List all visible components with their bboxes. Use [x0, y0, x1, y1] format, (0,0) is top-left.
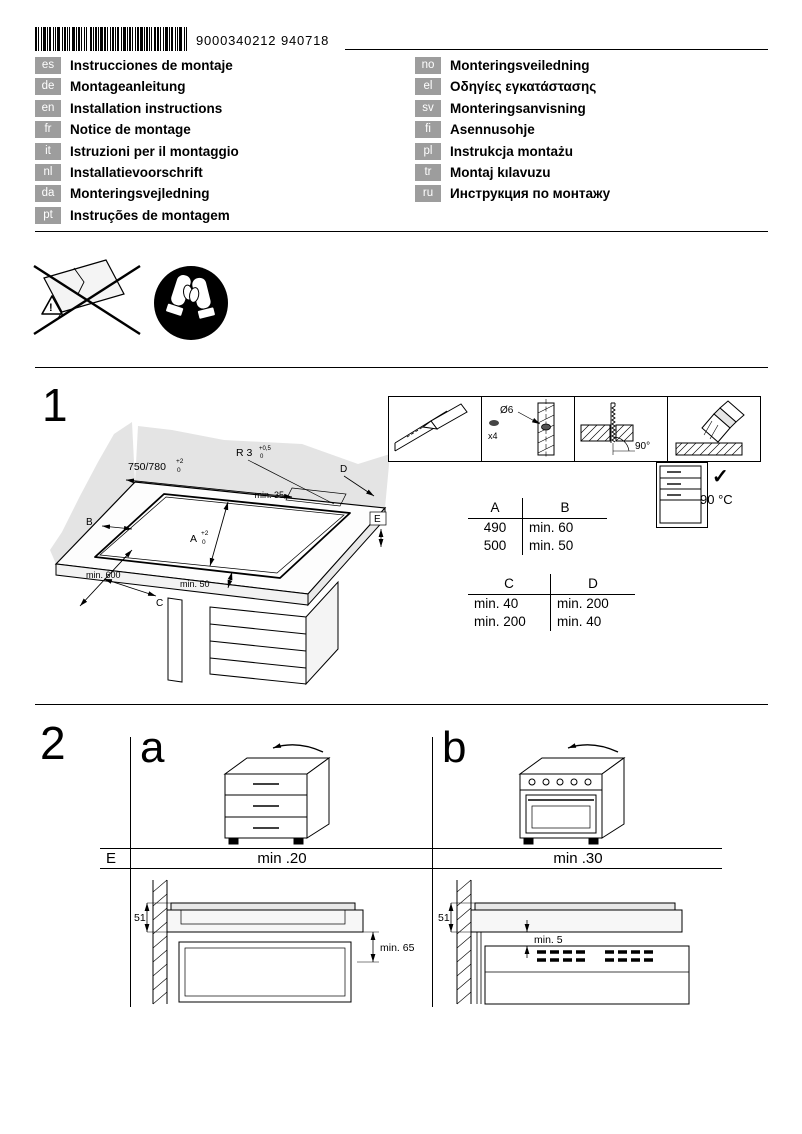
hole-count-label: x4	[488, 431, 498, 441]
language-title: Instrucciones de montaje	[70, 58, 233, 73]
oven-box	[485, 946, 689, 1004]
table-row	[468, 519, 607, 538]
barcode	[35, 27, 187, 51]
warning-exclamation: !	[49, 302, 53, 314]
drawer-box	[179, 942, 351, 1002]
drawer-installation-section-drawing	[133, 876, 428, 1008]
oven-gap-label: min. 5	[534, 934, 563, 946]
language-list-right	[415, 57, 610, 202]
worktop-section	[167, 910, 363, 932]
table-header: B	[523, 498, 608, 519]
column-divider	[130, 737, 131, 1007]
worktop-cutout-drawing	[40, 392, 412, 692]
language-row	[415, 100, 610, 117]
min-back-clearance-label: min. 35	[254, 490, 284, 500]
language-row	[35, 143, 239, 160]
table-header: D	[551, 574, 636, 595]
insert-direction-arrow-icon	[568, 745, 618, 752]
table-row	[468, 595, 635, 614]
language-code-badge: es	[35, 57, 61, 74]
e-row-label: E	[106, 850, 117, 867]
language-code-badge: nl	[35, 164, 61, 181]
table-cell: min. 60	[529, 520, 574, 535]
step-1-number: 1	[42, 379, 68, 431]
worktop-section	[471, 910, 682, 932]
language-title: Montageanleitung	[70, 79, 186, 95]
language-code-badge: de	[35, 78, 61, 95]
a-tolerance-upper: +2	[201, 530, 209, 537]
language-title: Monteringsvejledning	[70, 186, 210, 202]
language-code-badge: ru	[415, 185, 441, 202]
language-title: Инструкция по монтажу	[450, 186, 611, 202]
radius-tolerance-lower: 0	[260, 454, 264, 460]
variant-b-label: b	[442, 723, 467, 772]
drawer-cabinet-drawing	[205, 738, 355, 850]
language-title: Notice de montage	[70, 122, 191, 138]
language-row	[415, 164, 610, 181]
check-mark-icon: ✓	[712, 466, 729, 488]
cutout-width-label: 750/780	[128, 461, 166, 473]
step-2-number: 2	[40, 717, 66, 769]
min-depth-label: min. 600	[86, 570, 121, 580]
language-title: Istruzioni per il montaggio	[70, 143, 239, 159]
dim-c-label: C	[156, 598, 164, 609]
variant-b-clearance: min .30	[553, 850, 603, 867]
table-header: A	[468, 498, 523, 519]
language-code-badge: sv	[415, 100, 441, 117]
language-code-badge: el	[415, 78, 441, 95]
language-row	[415, 121, 610, 138]
language-code-badge: fr	[35, 121, 61, 138]
dim-e-label: E	[374, 514, 381, 525]
table-cell: min. 40	[557, 614, 602, 629]
insert-direction-arrow-icon	[273, 745, 323, 752]
drawer-gap-label: min. 65	[380, 942, 415, 954]
protective-gloves-icon	[152, 264, 230, 342]
language-row	[35, 78, 239, 95]
language-row	[35, 100, 239, 117]
language-title: Asennusohje	[450, 122, 535, 138]
detail-saw-cut-icon	[574, 396, 668, 462]
language-code-badge: fi	[415, 121, 441, 138]
production-code: 940718	[281, 33, 330, 48]
language-row	[415, 143, 610, 160]
table-cell: 490	[468, 519, 523, 538]
table-cell: min. 200	[468, 613, 551, 631]
language-code-badge: tr	[415, 164, 441, 181]
divider	[35, 704, 768, 705]
article-number: 9000340212	[196, 33, 277, 48]
dim-d-label: D	[340, 464, 348, 475]
language-title: Instrukcja montażu	[450, 143, 574, 159]
language-title: Monteringsveiledning	[450, 58, 590, 73]
detail-marking-pencil-icon	[388, 396, 482, 462]
language-title: Installation instructions	[70, 100, 223, 116]
language-title: Montaj kılavuzu	[450, 164, 551, 180]
language-code-badge: no	[415, 57, 441, 74]
language-title: Οδηγίες εγκατάστασης	[450, 79, 597, 95]
e-band-rule-bottom	[100, 868, 722, 869]
language-code-badge: pl	[415, 143, 441, 160]
oven-cabinet-drawing	[500, 738, 650, 850]
divider	[35, 231, 768, 232]
table-cell: min. 200	[557, 596, 609, 611]
hole-diameter-label: Ø6	[500, 405, 514, 416]
hob-profile	[171, 903, 355, 910]
language-row	[35, 207, 239, 224]
language-code-badge: en	[35, 100, 61, 117]
mount-depth-label: 51	[134, 912, 146, 924]
header-rule	[345, 49, 768, 50]
variant-a-clearance: min .20	[257, 850, 307, 867]
table-row	[468, 613, 635, 631]
language-code-badge: da	[35, 185, 61, 202]
column-divider	[432, 737, 433, 1007]
table-cell: 500	[468, 537, 523, 555]
mount-depth-label: 51	[438, 912, 450, 924]
a-tolerance-lower: 0	[202, 539, 206, 546]
table-cell: min. 50	[529, 538, 574, 553]
hob-profile	[475, 903, 675, 910]
table-a-b	[468, 498, 607, 555]
width-tolerance-upper: +2	[176, 458, 184, 465]
dim-b-label: B	[86, 517, 93, 528]
language-title: Installatievoorschrift	[70, 164, 203, 180]
language-row	[415, 185, 610, 202]
language-code-badge: pt	[35, 207, 61, 224]
language-title: Instruções de montagem	[70, 207, 230, 223]
cut-angle-label: 90°	[635, 441, 651, 452]
language-row	[35, 185, 239, 202]
table-row	[468, 537, 607, 555]
width-tolerance-lower: 0	[177, 467, 181, 474]
temperature-rating-label: 90 °C	[700, 492, 733, 507]
table-header: C	[468, 574, 551, 595]
oven-installation-section-drawing	[437, 876, 737, 1008]
table-cell: min. 40	[468, 595, 551, 614]
language-title: Monteringsanvisning	[450, 100, 586, 116]
detail-drill-holes-icon	[481, 396, 575, 462]
min-front-clearance-label: min. 50	[180, 579, 210, 589]
language-row	[35, 121, 239, 138]
language-row	[35, 57, 239, 74]
table-c-d	[468, 574, 635, 631]
divider	[35, 367, 768, 368]
radius-tolerance-upper: +0,5	[259, 446, 271, 452]
corner-radius-label: R 3	[236, 447, 253, 459]
e-band-rule-top	[100, 848, 722, 849]
language-code-badge: it	[35, 143, 61, 160]
dim-a-label: A	[190, 533, 198, 545]
language-list-left	[35, 57, 239, 224]
language-row	[415, 57, 610, 74]
broken-glass-prohibition-icon	[28, 252, 146, 348]
detail-seal-brush-icon	[667, 396, 761, 462]
language-row	[35, 164, 239, 181]
language-row	[415, 78, 610, 95]
variant-a-label: a	[140, 723, 165, 772]
